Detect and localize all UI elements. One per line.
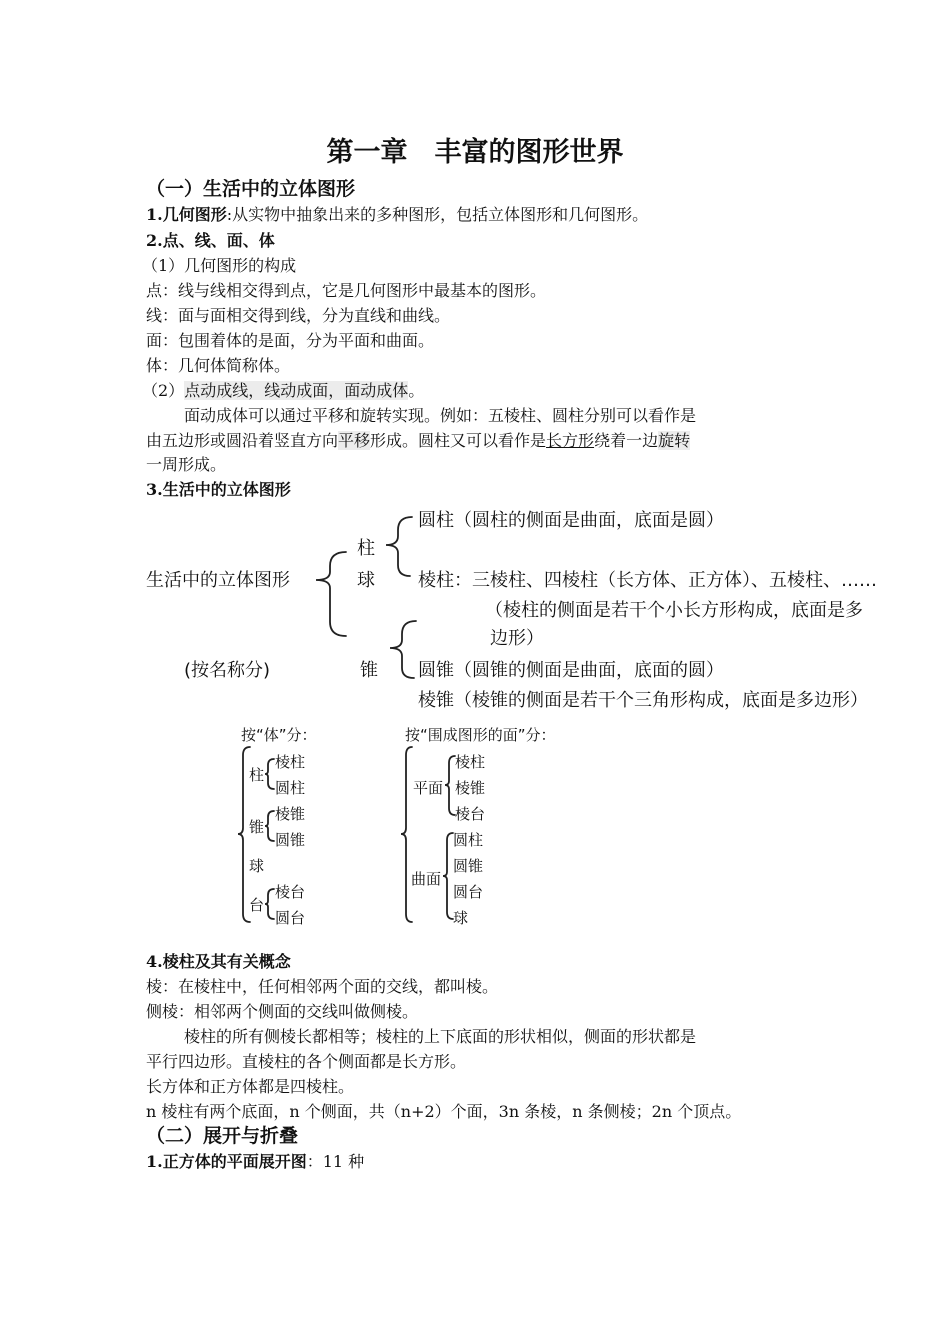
prism-fact-counts: n 棱柱有两个底面，n 个侧面，共（n+2）个面，3n 条棱，n 条侧棱；2n 个顶点。 [146,1102,742,1121]
brace-tree-left-tai [265,889,274,919]
subheading-solids: 3.生活中的立体图形 [146,480,291,499]
tree-right-q-c: 圆台 [453,883,484,901]
definition-point: 点：线与线相交得到点，它是几何图形中最基本的图形。 [146,281,547,300]
diagram-root: 生活中的立体图形 [146,570,290,591]
paragraph-line-1: 面动成体可以通过平移和旋转实现。例如：五棱柱、圆柱分别可以看作是 [184,406,697,425]
tree-left-zhui-a: 棱锥 [275,805,306,823]
subitem-composition: （1）几何图形的构成 [142,256,297,275]
diagram-node-zhui: 锥 [360,660,378,681]
tree-right-p-a: 棱柱 [455,753,486,771]
diagram-prism-note-2: 边形） [490,628,544,649]
definition-body: 体：几何体简称体。 [146,356,291,375]
highlight-text: 旋转 [658,431,691,450]
tree-left-qiu: 球 [249,857,265,875]
prism-paragraph-line-2: 平行四边形。直棱柱的各个侧面都是长方形。 [146,1052,467,1071]
term-value: ：11 种 [306,1152,365,1171]
term-definition: :从实物中抽象出来的多种图形，包括立体图形和几何图形。 [226,205,649,224]
brace-tree-right [401,747,412,922]
subitem-motion [142,378,424,401]
tree-left-tai-a: 棱台 [275,883,306,901]
diagram-leaf-cone: 圆锥（圆锥的侧面是曲面，底面的圆） [418,660,724,681]
tree-left-tai: 台 [249,896,265,914]
tree-left-zhu-a: 棱柱 [275,753,306,771]
tree-right-heading: 按“围成图形的面”分： [405,726,556,744]
term-label: 1.正方体的平面展开图 [146,1152,307,1171]
section-heading-1: （一）生活中的立体图形 [146,178,356,200]
tree-right-pingmian: 平面 [413,779,444,797]
tree-left-zhu-b: 圆柱 [275,779,306,797]
diagram-node-zhu: 柱 [357,538,375,559]
diagram-leaf-prism: 棱柱：三棱柱、四棱柱（长方体、正方体）、五棱柱、…… [418,570,877,591]
prism-paragraph-line-1: 棱柱的所有侧棱长都相等；棱柱的上下底面的形状相似，侧面的形状都是 [184,1027,697,1046]
diagram-leaf-pyramid: 棱锥（棱锥的侧面是若干个三角形构成，底面是多边形） [418,690,868,711]
text-run: 绕着一边 [594,431,659,450]
tree-right-qumian: 曲面 [411,870,442,888]
prism-fact-cuboid: 长方体和正方体都是四棱柱。 [146,1077,355,1096]
brace-root [316,552,346,636]
section-heading-2: （二）展开与折叠 [146,1125,299,1147]
diagram-node-qiu: 球 [357,570,375,591]
subheading-prism: 4.棱柱及其有关概念 [146,952,291,971]
tree-left-zhu: 柱 [249,766,265,784]
tree-right-q-a: 圆柱 [453,831,484,849]
tree-left-heading: 按“体”分： [241,726,317,744]
underlined-text: 长方形 [546,431,595,450]
paragraph-geometric-figures [146,202,648,225]
tree-left-tai-b: 圆台 [275,909,306,927]
tree-right-p-b: 棱锥 [455,779,486,797]
term-label: 1.几何图形 [146,205,227,224]
definition-line: 线：面与面相交得到线，分为直线和曲线。 [146,306,451,325]
paragraph-line-3: 一周形成。 [146,455,227,474]
definition-edge: 棱：在棱柱中，任何相邻两个面的交线，都叫棱。 [146,977,499,996]
text-run: 形成。圆柱又可以看作是 [370,431,547,450]
highlight-text: 点动成线，线动成面，面动成体 [184,381,409,400]
highlight-text: 平移 [338,431,371,450]
text-run: 由五边形或圆沿着竖直方向 [146,431,339,450]
paragraph-cube-nets [146,1149,364,1172]
definition-lateral-edge: 侧棱：相邻两个侧面的交线叫做侧棱。 [146,1002,419,1021]
tree-right-q-b: 圆锥 [453,857,484,875]
brace-tree-left-zhu [265,759,274,789]
diagram-leaf-cylinder: 圆柱（圆柱的侧面是曲面，底面是圆） [418,510,724,531]
diagram-prism-note-1: （棱柱的侧面是若干个小长方形构成，底面是多 [485,600,863,621]
diagram-note: (按名称分) [184,660,271,681]
tree-right-p-c: 棱台 [455,805,486,823]
paragraph-line-2 [146,428,690,451]
brace-tree-right-qumian [443,833,453,919]
tree-left-zhui-b: 圆锥 [275,831,306,849]
definition-face: 面：包围着体的是面，分为平面和曲面。 [146,331,435,350]
subheading-point-line: 2.点、线、面、体 [146,231,275,250]
chapter-title: 第一章 丰富的图形世界 [326,137,624,168]
brace-zhui [390,621,416,678]
subitem-number: （2） [142,381,185,400]
tree-left-zhui: 锥 [249,818,265,836]
brace-tree-left-zhui [265,811,274,841]
brace-tree-right-pingmian [445,756,455,815]
punctuation: 。 [408,381,425,400]
tree-right-q-d: 球 [453,909,469,927]
brace-zhu [386,517,412,576]
